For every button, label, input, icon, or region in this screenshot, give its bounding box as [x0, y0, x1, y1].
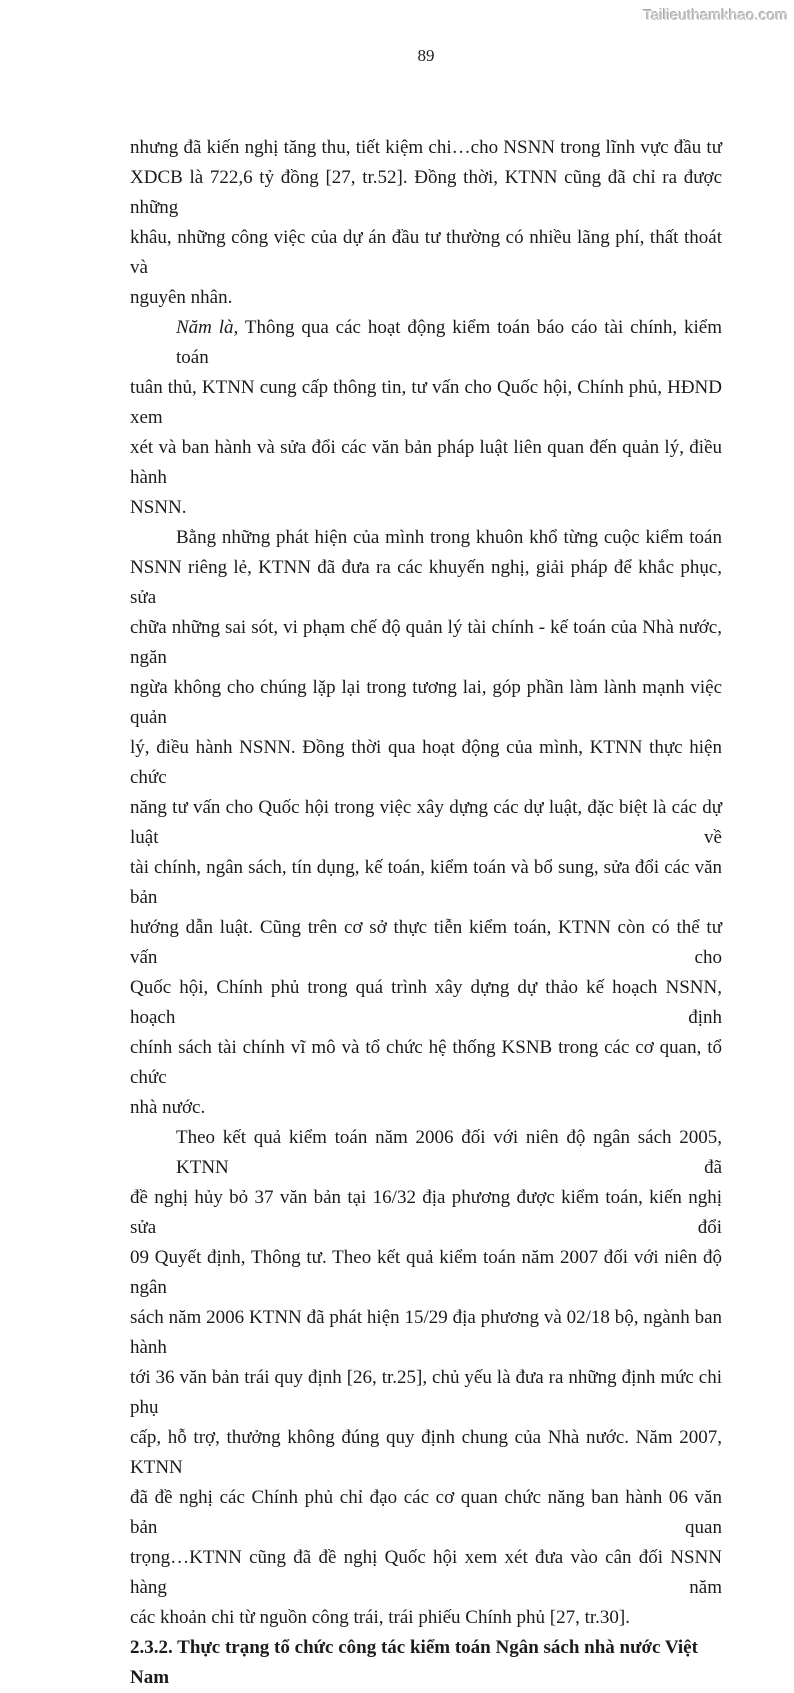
text-line: NSNN riêng lẻ, KTNN đã đưa ra các khuyến nghị, giải pháp để khắc phục, sửa [130, 557, 722, 608]
text-line: sách năm 2006 KTNN đã phát hiện 15/29 địa phương và 02/18 bộ, ngành ban hành [130, 1307, 722, 1358]
text-line: chính sách tài chính vĩ mô và tổ chức hệ thống KSNB trong các cơ quan, tổ chức [130, 1037, 722, 1088]
italic-lead: Năm là, [176, 317, 239, 338]
text-line: Bằng những phát hiện của mình trong khuôn khổ từng cuộc kiểm toán [176, 527, 722, 548]
text-line: nhà nước. [130, 1097, 206, 1118]
text-line: XDCB là 722,6 tỷ đồng [27, tr.52]. Đồng thời, KTNN cũng đã chỉ ra được những [130, 167, 722, 218]
document-body [130, 133, 722, 1693]
text-line: xét và ban hành và sửa đổi các văn bản pháp luật liên quan đến quản lý, điều hành [130, 437, 722, 488]
text-line: 09 Quyết định, Thông tư. Theo kết quả kiểm toán năm 2007 đối với niên độ ngân [130, 1247, 722, 1298]
text-line: trọng…KTNN cũng đã đề nghị Quốc hội xem xét đưa vào cân đối NSNN hàng năm [130, 1547, 722, 1598]
text-line: chữa những sai sót, vi phạm chế độ quản lý tài chính - kế toán của Nhà nước, ngăn [130, 617, 722, 668]
paragraph [130, 133, 722, 313]
text-line: các khoản chi từ nguồn công trái, trái phiếu Chính phủ [27, tr.30]. [130, 1607, 630, 1628]
section-heading: 2.3.2. Thực trạng tổ chức công tác kiểm toán Ngân sách nhà nước Việt Nam [130, 1637, 698, 1688]
paragraph [130, 1123, 722, 1633]
text-line: tài chính, ngân sách, tín dụng, kế toán, kiểm toán và bổ sung, sửa đổi các văn bản [130, 857, 722, 908]
text-line: tới 36 văn bản trái quy định [26, tr.25], chủ yếu là đưa ra những định mức chi phụ [130, 1367, 722, 1418]
text-line: nhưng đã kiến nghị tăng thu, tiết kiệm chi…cho NSNN trong lĩnh vực đầu tư [130, 137, 722, 158]
text-line: nguyên nhân. [130, 287, 233, 308]
text-line: NSNN. [130, 497, 187, 518]
site-watermark: Tailieuthamkhao.com [643, 7, 788, 24]
text-line: Theo kết quả kiểm toán năm 2006 đối với niên độ ngân sách 2005, KTNN đã [176, 1127, 722, 1178]
text-line: năng tư vấn cho Quốc hội trong việc xây dựng các dự luật, đặc biệt là các dự luật về [130, 797, 722, 848]
text-line: Năm là, Thông qua các hoạt động kiểm toán báo cáo tài chính, kiểm toán [176, 317, 722, 368]
text-line: Quốc hội, Chính phủ trong quá trình xây dựng dự thảo kế hoạch NSNN, hoạch định [130, 977, 722, 1028]
text-line: đề nghị hủy bỏ 37 văn bản tại 16/32 địa phương được kiểm toán, kiến nghị sửa đổi [130, 1187, 722, 1238]
paragraph [130, 313, 722, 523]
text-line: hướng dẫn luật. Cũng trên cơ sở thực tiễn kiểm toán, KTNN còn có thể tư vấn cho [130, 917, 722, 968]
text-line: cấp, hỗ trợ, thưởng không đúng quy định chung của Nhà nước. Năm 2007, KTNN [130, 1427, 722, 1478]
text-line: lý, điều hành NSNN. Đồng thời qua hoạt động của mình, KTNN thực hiện chức [130, 737, 722, 788]
paragraph [130, 523, 722, 1123]
text-line: khâu, những công việc của dự án đầu tư thường có nhiều lãng phí, thất thoát và [130, 227, 722, 278]
text-line: ngừa không cho chúng lặp lại trong tương lai, góp phần làm lành mạnh việc quản [130, 677, 722, 728]
page-number: 89 [417, 46, 435, 65]
text-line: đã đề nghị các Chính phủ chỉ đạo các cơ quan chức năng ban hành 06 văn bản quan [130, 1487, 722, 1538]
text-line: tuân thủ, KTNN cung cấp thông tin, tư vấn cho Quốc hội, Chính phủ, HĐND xem [130, 377, 722, 428]
